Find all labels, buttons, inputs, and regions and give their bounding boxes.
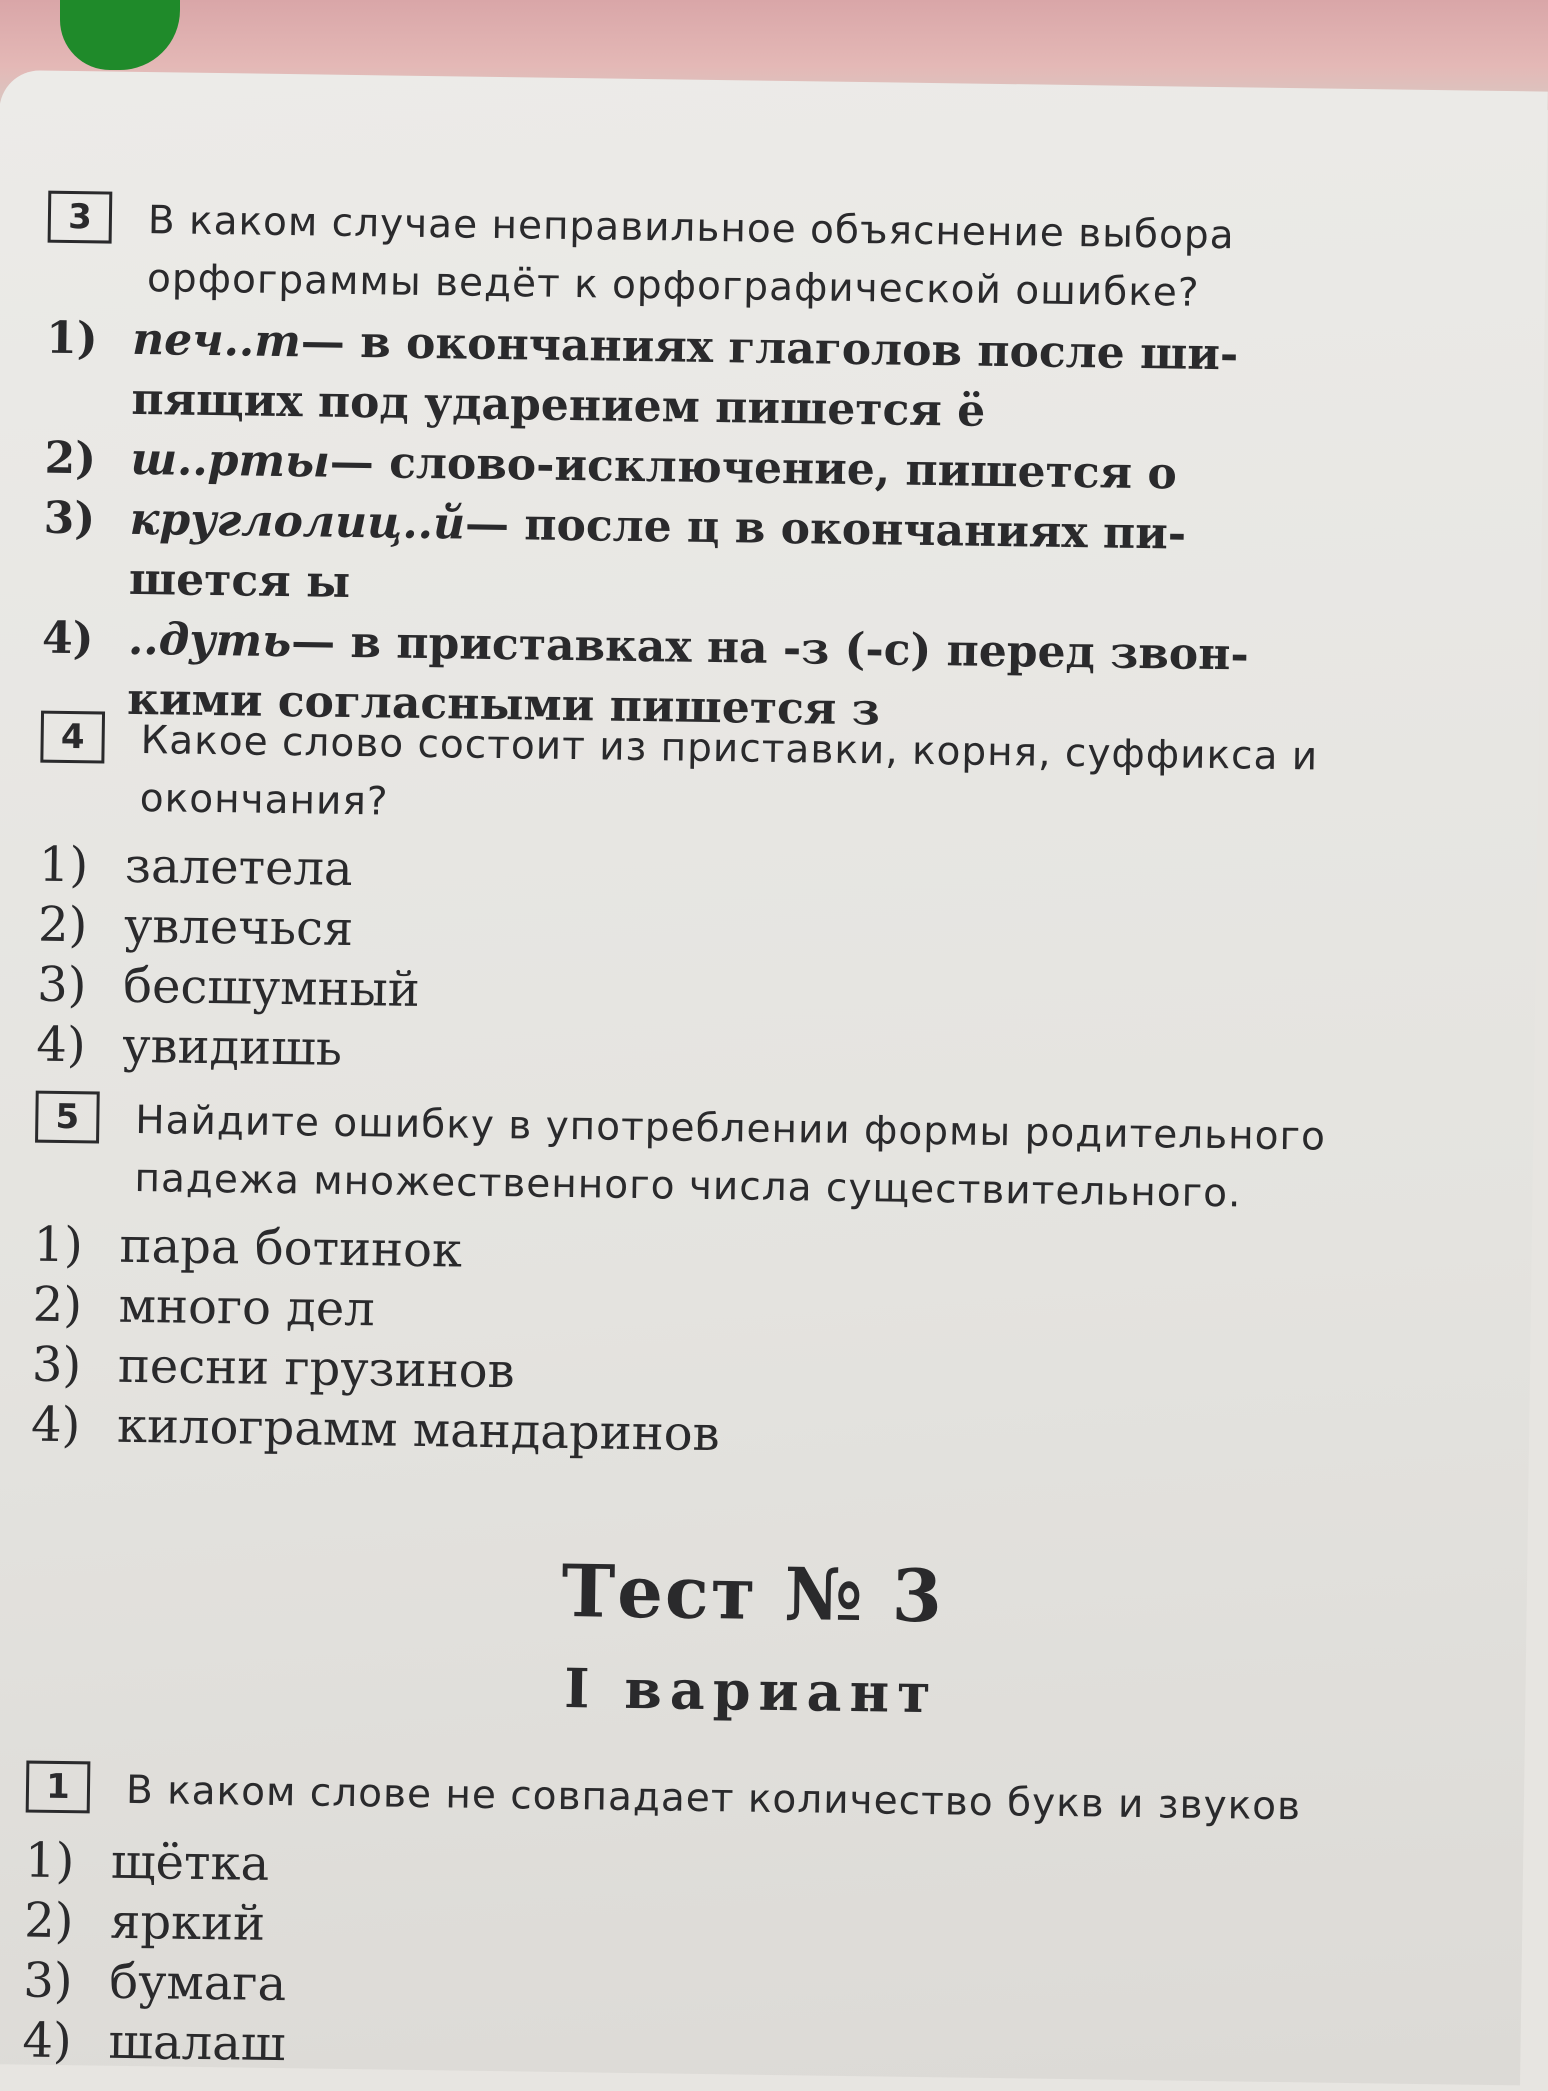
- option-continuation: шется ы: [128, 553, 351, 608]
- option-text: песни грузинов: [117, 1337, 516, 1400]
- option-number: 3): [22, 1952, 73, 2010]
- option-word: печ..т: [131, 313, 302, 368]
- option-number: 4): [36, 1016, 87, 1074]
- option-explanation: — слово-исключение, пишется о: [329, 436, 1178, 500]
- option-continuation: пящих под ударением пишется ё: [131, 373, 986, 437]
- option-text: увлечься: [123, 897, 354, 958]
- option: [38, 835, 421, 900]
- options-list: [31, 1215, 723, 1465]
- option-number: 3): [36, 956, 87, 1014]
- option-word: ш..рты: [130, 433, 331, 488]
- option-number: 4): [30, 1396, 81, 1454]
- option: [33, 1215, 722, 1285]
- option-number: 3): [43, 492, 96, 545]
- option: [24, 1891, 288, 1955]
- option-text: яркий: [109, 1893, 266, 1952]
- option-number: 4): [22, 2012, 73, 2070]
- task-number-box: 4: [40, 711, 105, 764]
- option-explanation: — в окончаниях глаголов после ши-: [300, 316, 1239, 381]
- option: [32, 1275, 721, 1345]
- option: [45, 309, 1253, 446]
- option-number: 1): [38, 836, 89, 894]
- test-heading: Тест № 3: [561, 1547, 945, 1639]
- task-number-box: 3: [48, 191, 113, 244]
- option-continuation: кими согласными пишется з: [126, 673, 881, 736]
- option-text: щётка: [110, 1833, 270, 1892]
- option-number: 1): [24, 1832, 75, 1890]
- task-question: Найдите ошибку в употреблении формы родительного падежа множественного числа существительного.: [134, 1097, 1327, 1217]
- option-text: увидишь: [121, 1017, 343, 1077]
- option-number: 3): [31, 1336, 82, 1394]
- option-number: 2): [32, 1276, 83, 1334]
- task-number-box: 1: [26, 1761, 91, 1814]
- book-page: [0, 70, 1548, 2085]
- option-number: 2): [23, 1892, 74, 1950]
- option-word: круглолиц..й: [129, 493, 466, 550]
- option-text: много дел: [118, 1277, 376, 1338]
- option: [31, 1395, 720, 1465]
- option-number: 1): [45, 312, 99, 365]
- option-word: ..дуть: [127, 613, 292, 668]
- option: [25, 1831, 289, 1895]
- option-explanation: — в приставках на -з (-с) перед звон-: [290, 616, 1250, 681]
- option: [22, 2011, 286, 2075]
- task-question: В каком слове не совпадает количество букв и звуков: [125, 1767, 1302, 1830]
- options-list: [22, 1831, 288, 2075]
- option-text: бесшумный: [122, 957, 421, 1018]
- option: [32, 1335, 721, 1405]
- options-list: [41, 309, 1253, 746]
- option-text: залетела: [124, 837, 354, 897]
- option-text: пара ботинок: [119, 1217, 463, 1279]
- option: [42, 489, 1250, 626]
- option-text: бумага: [108, 1953, 287, 2013]
- task-number-box: 5: [35, 1091, 100, 1144]
- options-list: [36, 835, 422, 1080]
- option: [36, 1015, 419, 1080]
- option-number: 2): [37, 896, 88, 954]
- option: [23, 1951, 287, 2015]
- option-number: 1): [33, 1216, 84, 1274]
- task-question: В каком случае неправильное объяснение выбора орфограммы ведёт к орфографической ошибке?: [146, 198, 1235, 316]
- option-number: 4): [41, 612, 94, 665]
- variant-heading: I вариант: [563, 1656, 940, 1726]
- option: [38, 895, 421, 960]
- option-number: 2): [44, 432, 97, 485]
- option: [37, 955, 420, 1020]
- option-text: килограмм мандаринов: [116, 1397, 720, 1463]
- task-question: Какое слово состоит из приставки, корня, суффикса и окончания?: [139, 718, 1319, 825]
- option-explanation: — после ц в окончаниях пи-: [464, 498, 1187, 560]
- option-text: шалаш: [108, 2013, 286, 2073]
